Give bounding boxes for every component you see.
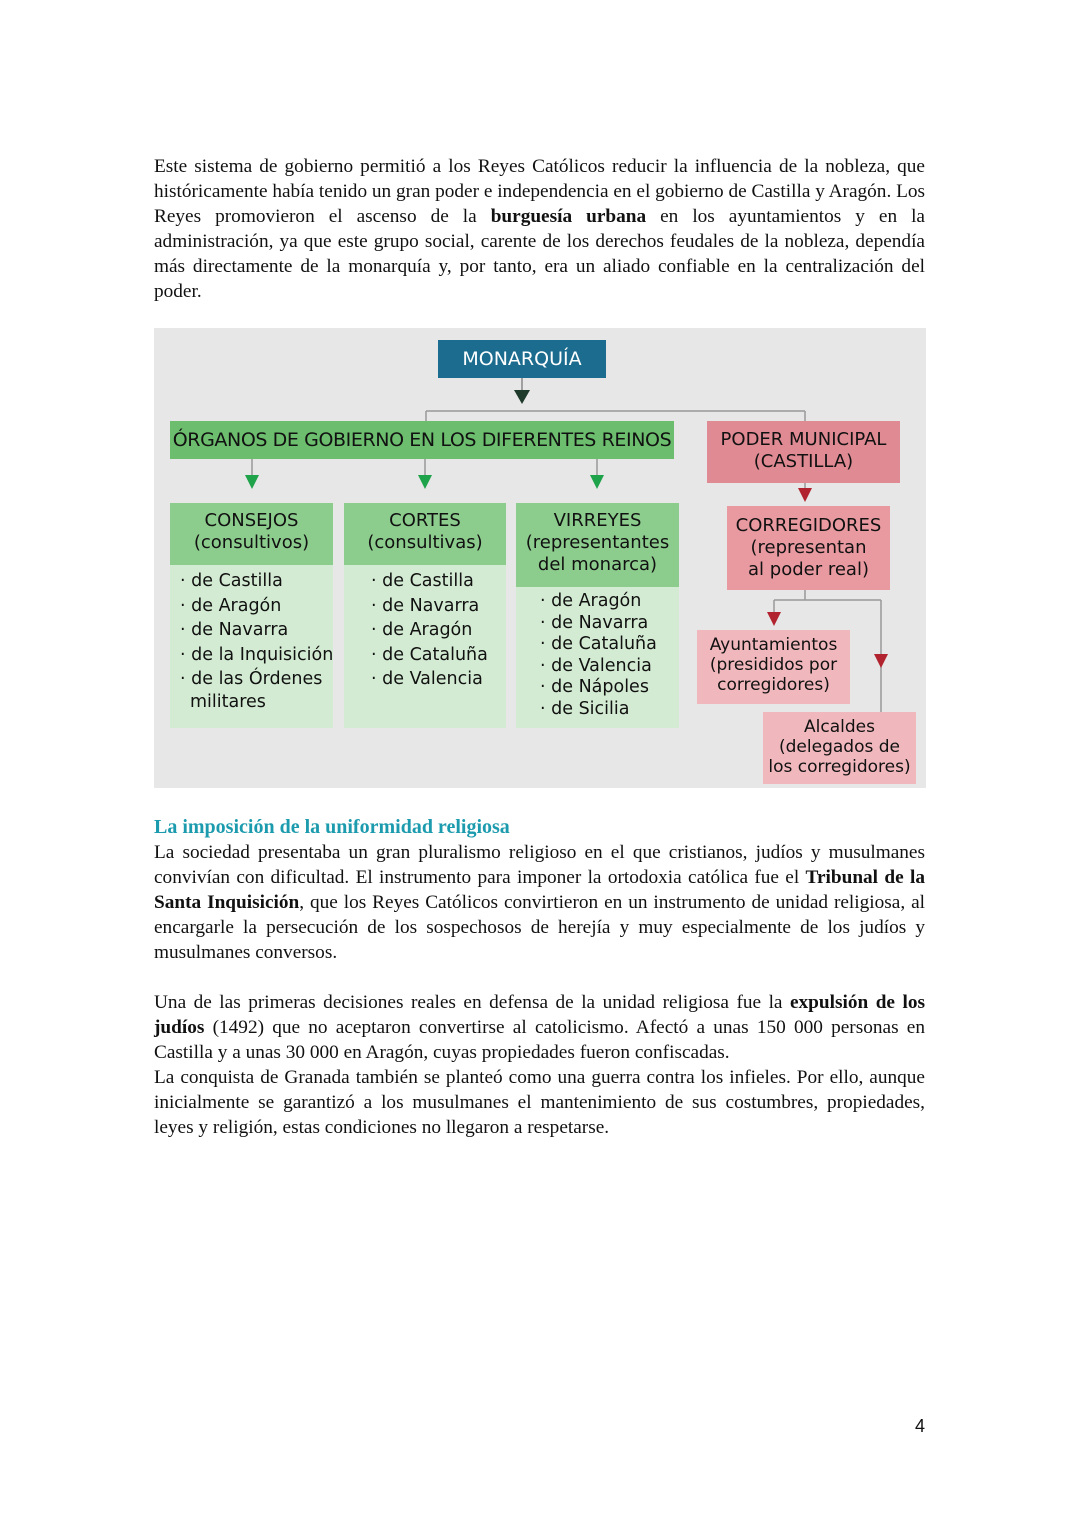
alcaldes-box	[763, 712, 916, 784]
list-item: · de Navarra	[371, 595, 480, 616]
arrow-corregidores	[798, 488, 812, 502]
intro-text-b: en los ayuntamientos y en la administración, ya que este grupo social, carente de los derechos feudales de la nobleza, dependía más directamente de la monarquía y, por tanto, era un aliado confiable en la centralización del poder.	[154, 206, 925, 302]
ayuntamientos-subtitle: (presididos por	[709, 655, 838, 675]
list-item: · de Aragón	[540, 591, 642, 611]
list-item: · de Valencia	[371, 669, 483, 689]
list-item: · de Cataluña	[371, 644, 488, 665]
list-item: · de la Inquisición	[180, 644, 334, 665]
list-item: · de las Órdenes	[180, 669, 323, 689]
consejos-list	[170, 565, 333, 728]
cortes-subtitle: (consultivas)	[367, 532, 483, 553]
expulsion-paragraph	[154, 990, 925, 1140]
list-item: · de Aragón	[180, 595, 282, 616]
poder-municipal-subtitle: (CASTILLA)	[753, 451, 854, 472]
ayuntamientos-subtitle-2: corregidores)	[717, 675, 830, 695]
arrow-virreyes	[590, 475, 604, 489]
arrow-cortes	[418, 475, 432, 489]
corregidores-box	[727, 506, 890, 590]
list-item: · de Navarra	[540, 612, 649, 633]
ayuntamientos-title: Ayuntamientos	[709, 635, 838, 655]
section-heading: La imposición de la uniformidad religiosa	[154, 816, 510, 838]
virreyes-header	[516, 503, 679, 587]
alcaldes-subtitle: (delegados de	[779, 737, 900, 757]
list-item: · de Navarra	[180, 620, 289, 640]
list-item: · de Castilla	[180, 571, 283, 591]
alcaldes-subtitle-2: los corregidores)	[768, 757, 911, 777]
consejos-subtitle: (consultivos)	[193, 532, 310, 553]
cortes-title: CORTES	[389, 510, 461, 531]
granada-text: La conquista de Granada también se planteó como una guerra contra los infieles. Por ello, aunque inicialmente se garantizó a los musulmanes el mantenimiento de sus costumbres, propiedades, leyes y religión, estas condiciones no llegaron a respetarse.	[154, 1067, 925, 1138]
religion-text-b: , que los Reyes Católicos convirtieron en un instrumento de unidad religiosa, al encargarle la persecución de los sospechosos de herejía y muy especialmente de los judíos y musulmanes conversos.	[154, 892, 926, 963]
expulsion-text-b: (1492) que no aceptaron convertirse al catolicismo. Afectó a unas 150 000 personas en Castilla y a unas 30 000 en Aragón, cuyas propiedades fueron confiscadas.	[154, 1017, 925, 1063]
list-item: · de Sicilia	[540, 698, 630, 719]
intro-text-a: Este sistema de gobierno permitió a los Reyes Católicos reducir la influencia de la nobleza, que históricamente había tenido un gran poder e independencia en el gobierno de Castilla y Aragón. Los Reyes promovieron el ascenso de la	[154, 156, 926, 227]
ayuntamientos-box	[697, 630, 850, 704]
consejos-title: CONSEJOS	[204, 510, 299, 531]
virreyes-list	[516, 587, 679, 728]
list-item: · de Castilla	[371, 571, 474, 591]
cortes-list	[344, 565, 506, 728]
alcaldes-title: Alcaldes	[804, 717, 875, 737]
virreyes-subtitle: (representantes	[525, 532, 670, 553]
list-item: militares	[190, 691, 266, 712]
organos-box: ÓRGANOS DE GOBIERNO EN LOS DIFERENTES REINOS	[170, 421, 674, 459]
poder-municipal-title: PODER MUNICIPAL	[720, 429, 887, 450]
intro-bold-burguesia: burguesía urbana	[490, 206, 647, 227]
virreyes-subtitle-2: del monarca)	[537, 554, 658, 575]
corregidores-title: CORREGIDORES	[735, 515, 882, 536]
list-item: · de Nápoles	[540, 677, 649, 697]
monarquia-box: MONARQUÍA	[438, 340, 606, 378]
expulsion-text-a: Una de las primeras decisiones reales en defensa de la unidad religiosa fue la	[154, 992, 790, 1013]
poder-municipal-box	[707, 421, 900, 483]
cortes-header	[344, 503, 506, 565]
arrow-ayuntamientos	[767, 612, 781, 626]
arrow-consejos	[245, 475, 259, 489]
list-item: · de Valencia	[540, 655, 652, 676]
list-item: · de Aragón	[371, 620, 473, 640]
list-item: · de Cataluña	[540, 634, 657, 654]
intro-paragraph	[154, 154, 925, 304]
arrow-alcaldes	[874, 654, 888, 668]
arrow-monarquia	[514, 390, 530, 404]
religion-bold-inquisicion: Tribunal de la Santa Inquisición	[154, 867, 925, 913]
religion-text-a: La sociedad presentaba un gran pluralismo religioso en el que cristianos, judíos y musulmanes convivían con dificultad. El instrumento para imponer la ortodoxia católica fue el	[154, 842, 925, 888]
consejos-header	[170, 503, 333, 565]
virreyes-title: VIRREYES	[553, 510, 642, 531]
government-diagram	[154, 328, 926, 788]
corregidores-subtitle: (representan	[750, 537, 867, 558]
corregidores-subtitle-2: al poder real)	[748, 559, 869, 580]
religion-paragraph	[154, 840, 925, 965]
page-number: 4	[914, 1416, 925, 1436]
expulsion-bold-judios: expulsión de los judíos	[154, 992, 925, 1038]
